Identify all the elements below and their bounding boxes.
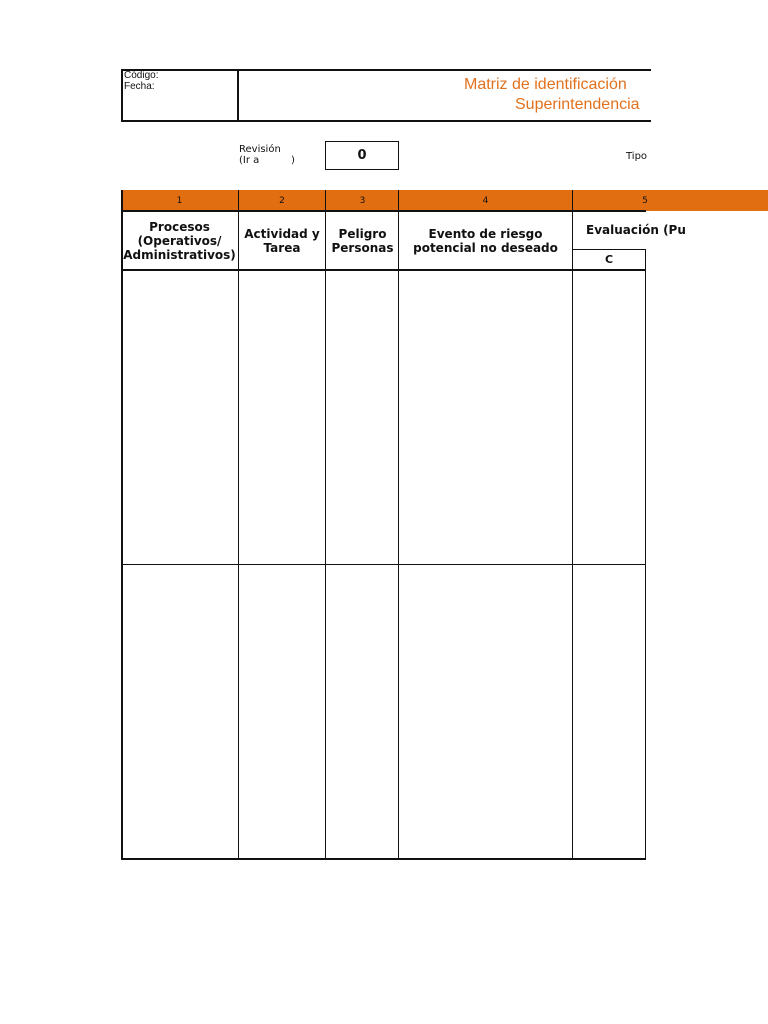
grid-line-h: [121, 858, 646, 860]
fecha-label: Fecha:: [124, 81, 155, 92]
grid-line-v: [325, 190, 326, 860]
column-number-5: 5: [642, 195, 648, 206]
grid-line-h: [572, 249, 646, 250]
revision-label: Revisión: [239, 144, 281, 155]
grid-line-v: [238, 190, 239, 860]
header-evaluacion: Evaluación (Pu: [586, 223, 686, 237]
revision-value: 0: [357, 148, 367, 163]
revision-link-label[interactable]: (Ir a ): [239, 155, 295, 166]
grid-line-v: [398, 190, 399, 860]
sub-header-c: C: [604, 253, 614, 266]
grid-line-h: [121, 210, 646, 212]
column-number-2: 2: [279, 195, 285, 206]
grid-line-v: [121, 190, 123, 860]
grid-line-h: [121, 564, 646, 565]
header-evento: Evento de riesgo potencial no deseado: [413, 226, 558, 255]
revision-value-box[interactable]: [325, 141, 399, 170]
grid-line-v: [572, 190, 573, 860]
header-peligro: Peligro Personas: [331, 226, 394, 255]
codigo-label: Código:: [124, 70, 159, 81]
header-actividad: Actividad y Tarea: [244, 226, 320, 255]
column-number-4: 4: [482, 195, 489, 206]
grid-line-h: [121, 269, 646, 271]
title-line-2: Superintendencia: [515, 96, 640, 113]
title-line-1: Matriz de identificación: [464, 76, 627, 93]
grid-line-v: [645, 250, 646, 860]
header-divider: [237, 69, 239, 122]
tipo-label: Tipo: [626, 151, 648, 162]
column-number-1: 1: [176, 195, 183, 206]
column-number-3: 3: [359, 195, 366, 206]
header-procesos: Procesos (Operativos/ Administrativos): [123, 219, 236, 262]
